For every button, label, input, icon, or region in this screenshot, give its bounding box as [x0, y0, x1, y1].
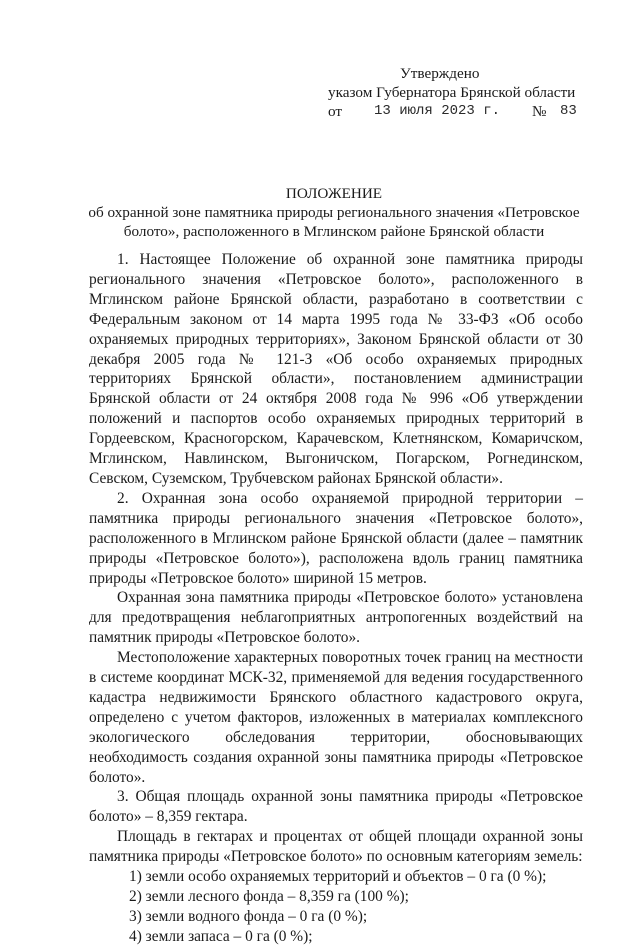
approval-from-word: от [328, 103, 343, 120]
paragraph-1: 1. Настоящее Положение об охранной зоне памятника природы регионального значения «Петровское болото», расположенного в Мглинском районе Брянской области, разработано в соответствии с Федеральным законом от 14 марта 1995 года № 33-ФЗ «Об особо охраняемых природных территориях», Законом Брянской области от 30 декабря 2005 года № 121-З «Об особо охраняемых природных территориях Брянской области», постановлением администрации Брянской области от 24 октября 2008 года № 996 «Об утверждении положений и паспортов особо охраняемых природных территорий в Гордеевском, Красногорском, Карачевском, Клетнянском, Комаричском, Мглинском, Навлинском, Выгоничском, Погарском, Рогнединском, Севском, Суземском, Трубчевском районах Брянской области». [89, 251, 583, 487]
approval-number-sign: № [532, 103, 547, 120]
land-category-item: 2) земли лесного фонда – 8,359 га (100 %); [129, 888, 409, 905]
approval-date-row [328, 102, 598, 121]
paragraph-area-breakdown: Площадь в гектарах и процентах от общей площади охранной зоны памятника природы «Петровское болото» по основным категориям земель: [89, 828, 583, 866]
document-title: ПОЛОЖЕНИЕ [285, 185, 383, 202]
paragraph-protection-purpose: Охранная зона памятника природы «Петровское болото» установлена для предотвращения неблагоприятных антропогенных воздействий на памятник природы «Петровское болото». [89, 589, 583, 647]
document-subtitle: об охранной зоне памятника природы регионального значения «Петровское болото», расположенного в Мглинском районе Брянской области [88, 204, 580, 240]
approval-stamp [328, 64, 598, 121]
approval-line-decree: указом Губернатора Брянской области [328, 84, 576, 101]
approval-line-approved: Утверждено [400, 65, 480, 82]
approval-date: 13 июля 2023 г. [374, 103, 501, 119]
paragraph-location: Местоположение характерных поворотных точек границ на местности в системе координат МСК-32, применяемой для ведения государственного кадастра недвижимости Брянского областного кадастрового округа, определено с учетом факторов, изложенных в материалах комплексного экологического обследования территории, обосновывающих необходимость создания охранной зоны памятника природы «Петровское болото». [89, 649, 583, 786]
paragraph-2: 2. Охранная зона особо охраняемой природной территории – памятника природы регионального значения «Петровское болото», расположенного в Мглинском районе Брянской области (далее – памятник природы «Петровское болото»), расположена вдоль границ памятника природы «Петровское болото» шириной 15 метров. [89, 489, 583, 587]
land-category-item: 1) земли особо охраняемых территорий и объектов – 0 га (0 %); [129, 868, 547, 886]
document-heading [60, 184, 608, 241]
land-category-item: 3) земли водного фонда – 0 га (0 %); [129, 907, 368, 925]
approval-number: 83 [560, 103, 577, 119]
document-body [89, 250, 583, 947]
paragraph-3: 3. Общая площадь охранной зоны памятника природы «Петровское болото» – 8,359 гектара. [89, 788, 583, 826]
land-category-item: 4) земли запаса – 0 га (0 %); [129, 927, 313, 945]
